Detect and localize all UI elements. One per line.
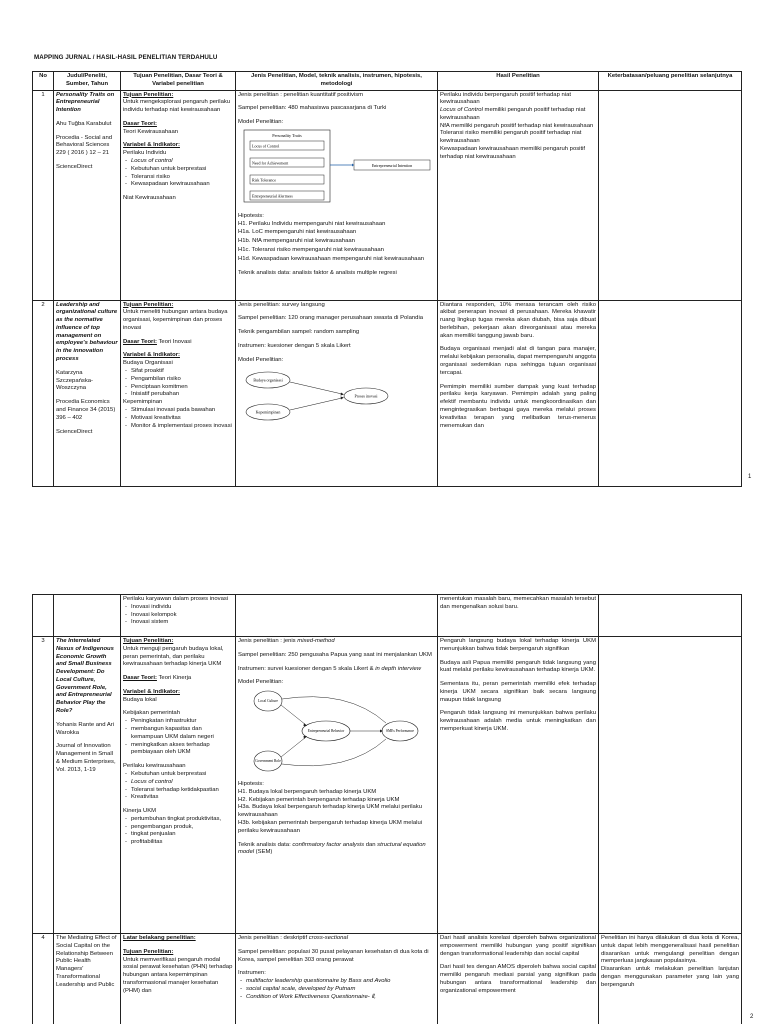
judul-cell bbox=[54, 595, 121, 637]
mapping-table-page-2 bbox=[32, 594, 742, 1024]
label-tujuan: Tujuan Penelitian: bbox=[123, 91, 174, 98]
variable-heading: Perilaku kewirausahaan bbox=[123, 763, 186, 770]
teknik-text bbox=[238, 842, 435, 858]
page-number: 2 bbox=[750, 1014, 754, 1020]
header-tujuan: Tujuan Penelitian, Dasar Teori & Variabel penelitian bbox=[121, 72, 236, 91]
header-judul: Judul/Peneliti, Sumber, Tahun bbox=[54, 72, 121, 91]
judul-cell bbox=[54, 90, 121, 300]
paper-title: Personality Traits on Entrepreneurial Intention bbox=[56, 91, 115, 114]
hipotesis-item: H1. Budaya lokal berpengaruh terhadap kinerja UKM bbox=[238, 788, 377, 795]
jenis-emph: mixed-method bbox=[297, 638, 335, 644]
model-node: Entrepreneurial Alertness bbox=[252, 193, 293, 199]
hasil-text: Dari hasil analisis korelasi diperoleh bahwa organizational empowerment memiliki hubungan yang positif signifikan dengan transformational leadership dan social capital bbox=[440, 935, 596, 957]
page-number: 1 bbox=[748, 474, 752, 480]
header-keterbatasan: Keterbatasan/peluang penelitian selanjutnya bbox=[599, 72, 742, 91]
variable-heading: Kepemimpinan bbox=[123, 399, 163, 406]
list-item: - Sifat proaktif bbox=[123, 368, 233, 376]
paper-title: The Mediating Effect of Social Capital on the Relationship Between Public Health Managers' Transformational Leadership and Public bbox=[56, 935, 117, 988]
variable-heading: Niat Kewirausahaan bbox=[123, 195, 176, 202]
hasil-text: Budaya asli Papua memiliki pengaruh tidak langsung yang kuat melalui perilaku kewirausahaan terhadap kinerja UKM. bbox=[440, 659, 596, 674]
tujuan-cell bbox=[121, 934, 236, 1024]
instrumen-text: Instrumen: kuesioner dengan 5 skala Likert bbox=[238, 342, 351, 349]
hasil-text: Diantara responden, 10% merasa terancam oleh risiko akibat penerapan inovasi di perusahaan. Mereka khawatir ruang lingkup tugas mereka akan diubah, bisa saja dibuat berlebihan, pekerjaan akan direorganisasi atau mereka akan memiliki tanggung jawab baru. bbox=[440, 301, 596, 339]
variable-heading: Budaya lokal bbox=[123, 696, 157, 703]
list-item: - Kewaspadaan kewirausahaan bbox=[123, 181, 233, 189]
model-node: Need for Achievement bbox=[252, 160, 289, 166]
judul-cell bbox=[54, 934, 121, 1024]
hasil-text: Pemimpin memiliki sumber dampak yang kuat terhadap perilaku kerja karyawan. Pemimpin adalah yang paling efektif membantu individu untuk mengkoordinasikan dan mengintegrasikan berbagai gaya mereka melalui proses kreativitas terapan yang melibatkan terus-menerus menemukan dan bbox=[440, 383, 596, 429]
row-number: 2 bbox=[33, 300, 54, 486]
jenis-cell bbox=[236, 90, 438, 300]
hasil-text: NfA memiliki pengaruh positif terhadap niat kewirausahaan bbox=[440, 122, 594, 129]
list-item: - Monitor & implementasi proses inovasi bbox=[123, 423, 233, 431]
model-node: Proses inovasi bbox=[354, 393, 378, 399]
variable-heading: Kinerja UKM bbox=[123, 808, 157, 815]
label-tujuan: Tujuan Penelitian: bbox=[123, 948, 174, 955]
keterbatasan-text: Penelitian ini hanya dilakukan di dua kota di Korea, untuk dapat lebih menggeneralisasi hasil penelitian disarankan untuk mengulangi penelitian dengan memperluas jangkauan populasinya. bbox=[601, 935, 739, 965]
teknik-sampel-text: Teknik pengambilan sampel: random sampling bbox=[238, 329, 360, 336]
sampel-text: Sampel penelitian: populasi 30 pusat pelayanan kesehatan di dua kota di Korea, sampel penelitian 303 orang perawat bbox=[238, 948, 429, 963]
list-item: - social capital scale, developed by Putnam bbox=[238, 986, 435, 994]
model-diagram bbox=[238, 366, 435, 424]
hipotesis-item: H1b. NfA mempengaruhi niat kewirausahaan bbox=[238, 238, 355, 245]
variable-heading: Kebijakan pemerintah bbox=[123, 710, 180, 717]
list-item: - Pengambilan risiko bbox=[123, 376, 233, 384]
model-node: Entrepreneurial Behavior bbox=[307, 729, 345, 734]
table-header-row bbox=[33, 72, 742, 91]
model-diagram bbox=[238, 129, 435, 205]
hasil-text: menentukan masalah baru, memecahkan masalah tersebut dan mengenalkan solusi baru. bbox=[440, 596, 596, 610]
sampel-text: Sampel penelitian: 250 pengusaha Papua yang saat ini menjalankan UKM bbox=[238, 651, 432, 658]
list-item: - Inovasi kelompok bbox=[123, 612, 233, 620]
list-item: - pertumbuhan tingkat produktivitas, bbox=[123, 816, 233, 824]
list-item: - meningkatkan akses terhadap pembiayaan oleh UKM bbox=[123, 742, 233, 758]
paper-title: The Interrelated Nexus of Indigenous Economic Growth and Small Business Development: Do Local Culture, Government Role, and Entrepreneurial Behavior Play the Role? bbox=[56, 638, 114, 715]
keterbatasan-cell bbox=[599, 934, 742, 1024]
row-number: 1 bbox=[33, 90, 54, 300]
tujuan-cell bbox=[121, 637, 236, 934]
list-item: - Inisiatif perubahan bbox=[123, 391, 233, 399]
hasil-text: Perilaku individu berpengaruh positif terhadap niat kewirausahaan bbox=[440, 91, 571, 106]
jenis-emph: cross-sectional bbox=[308, 935, 349, 941]
row-number bbox=[33, 595, 54, 637]
hipotesis-item: H1d. Kewaspadaan kewirausahaan mempengaruhi niat kewirausahaan bbox=[238, 255, 425, 262]
keterbatasan-cell bbox=[599, 595, 742, 637]
list-item: - Toleransi risiko bbox=[123, 174, 233, 182]
list-item: - Kreativitas bbox=[123, 794, 233, 802]
list-item: - membangun kapasitas dan kemampuan UKM dalam negeri bbox=[123, 726, 233, 742]
hasil-text: Pengaruh langsung budaya lokal terhadap kinerja UKM menunjukkan bahwa tidak berpengaruh signifikan bbox=[440, 638, 596, 652]
hipotesis-item: H3a. Budaya lokal berpengaruh terhadap kinerja UKM melalui perilaku kewirausahaan bbox=[238, 804, 423, 819]
table-row bbox=[33, 934, 742, 1024]
list-item: - Toleransi terhadap ketidakpastian bbox=[123, 787, 233, 795]
table-row bbox=[33, 595, 742, 637]
model-node: Local Culture bbox=[258, 699, 278, 704]
tujuan-text: Untuk meneliti hubungan antara budaya organisasi, kepemimpinan dan proses inovasi bbox=[123, 309, 228, 331]
model-node: Kepemimpinan bbox=[255, 409, 281, 415]
judul-cell bbox=[54, 637, 121, 934]
judul-cell bbox=[54, 300, 121, 486]
hasil-emph: Locus of Control bbox=[440, 107, 483, 114]
model-label: Model Penelitian: bbox=[238, 679, 284, 686]
list-item: - pengembangan produk, bbox=[123, 824, 233, 832]
tujuan-cell bbox=[121, 595, 236, 637]
variable-heading: Budaya Organisasi bbox=[123, 360, 173, 367]
hipotesis-item: H1c. Toleransi risiko mempengaruhi niat kewirausahaan bbox=[238, 247, 384, 254]
hipotesis-item: H2. Kebijakan pemerintah berpengaruh terhadap kinerja UKM bbox=[238, 796, 400, 803]
list-item: - Locus of control bbox=[123, 158, 233, 166]
jenis-cell bbox=[236, 300, 438, 486]
dasar-text: Teori Kinerja bbox=[158, 675, 192, 682]
tujuan-cell bbox=[121, 90, 236, 300]
list-item: - Condition of Work Effectiveness Questionnaire- Ⅱ, bbox=[238, 994, 435, 1002]
hasil-cell bbox=[438, 300, 599, 486]
list-item: - Kebutuhan untuk berprestasi bbox=[123, 166, 233, 174]
label-dasar: Dasar Teori: bbox=[123, 675, 157, 682]
hasil-text: Kewaspadaan kewirausahaan memiliki pengaruh positif terhadap niat kewirausahaan bbox=[440, 146, 586, 160]
teknik-emph: structural equation model bbox=[238, 841, 426, 856]
teknik-text: Teknik analisis data: analisis faktor & analisis multiple regresi bbox=[238, 269, 397, 276]
list-item: - multifactor leadership questionnaire by Bass and Avolio bbox=[238, 978, 435, 986]
jenis-text: Jenis penelitian : jenis bbox=[238, 638, 298, 644]
tujuan-cell bbox=[121, 300, 236, 486]
model-label: Model Penelitian: bbox=[238, 356, 284, 363]
header-no: No bbox=[33, 72, 54, 91]
model-node: Budaya organisasi bbox=[253, 377, 283, 383]
hasil-cell bbox=[438, 90, 599, 300]
jenis-cell bbox=[236, 637, 438, 934]
hasil-cell bbox=[438, 934, 599, 1024]
paper-author: Katarzyna Szczepańska-Woszczyna bbox=[56, 369, 93, 392]
label-dasar: Dasar Teori: bbox=[123, 120, 157, 127]
list-item: - Penciptaan komitmen bbox=[123, 384, 233, 392]
model-node: Locus of Control bbox=[252, 143, 280, 149]
list-item: - tingkat penjualan bbox=[123, 831, 233, 839]
tujuan-text: Untuk menguji pengaruh budaya lokal, peran pemerintah, dan perilaku kewirausahaan terhadap kinerja UKM bbox=[123, 645, 224, 668]
dasar-text: Teori Inovasi bbox=[158, 338, 192, 345]
model-node: Entrepreneurial Intention bbox=[371, 162, 413, 168]
instrumen-emph: in depth interview bbox=[375, 665, 422, 672]
keterbatasan-cell bbox=[599, 90, 742, 300]
row-number: 3 bbox=[33, 637, 54, 934]
jenis-text: Jenis penelitian : penelitian kuantitatif positivism bbox=[238, 91, 364, 98]
hipotesis-label: Hipotesis: bbox=[238, 212, 264, 219]
paper-database: ScienceDirect bbox=[56, 428, 93, 435]
dasar-text: Teori Kewirausahaan bbox=[123, 128, 179, 135]
teknik-part: dan bbox=[364, 841, 378, 848]
label-tujuan: Tujuan Penelitian: bbox=[123, 301, 174, 308]
model-node: Risk Tolerance bbox=[252, 177, 276, 183]
variable-heading: Perilaku karyawan dalam proses inovasi bbox=[123, 596, 229, 602]
list-item: - Inovasi individu bbox=[123, 604, 233, 612]
list-item: - Locus of control bbox=[123, 779, 233, 787]
paper-author: Ahu Tuğba Karabulut bbox=[56, 120, 112, 127]
paper-source: Procedia Economics and Finance 34 (2015) 396 – 402 bbox=[56, 399, 116, 421]
header-jenis: Jenis Penelitian, Model, teknik analisis, instrumen, hipotesis, metodologi bbox=[236, 72, 438, 91]
paper-title: Leadership and organizational culture as the normative influence of top management on employee's behaviour in the innovation process bbox=[56, 301, 118, 363]
jenis-cell bbox=[236, 595, 438, 637]
table-row bbox=[33, 90, 742, 300]
table-row bbox=[33, 637, 742, 934]
variable-heading: Perilaku Individu bbox=[123, 150, 167, 157]
label-tujuan: Tujuan Penelitian: bbox=[123, 638, 174, 644]
model-node: SMEs Performance bbox=[385, 729, 415, 734]
jenis-text: Jenis penelitian: survey langsung bbox=[238, 301, 325, 308]
teknik-emph: confirmatory factor analysis bbox=[292, 841, 365, 848]
table-row bbox=[33, 300, 742, 486]
hipotesis-item: H3b. kebijakan pemerintah berpengaruh terhadap kinerja UKM melalui perilaku kewirausahaan bbox=[238, 820, 423, 834]
instrumen-label: Instrumen: bbox=[238, 970, 266, 977]
paper-source: Journal of Innovation Management in Small & Medium Enterprises, Vol. 2013, 1-19 bbox=[56, 743, 116, 773]
hipotesis-label: Hipotesis: bbox=[238, 781, 264, 788]
teknik-part: (SEM) bbox=[254, 849, 273, 856]
sampel-text: Sampel penelitian: 120 orang manager perusahaan swasta di Polandia bbox=[238, 315, 424, 322]
paper-source: Procedia - Social and Behavioral Sciences 229 ( 2016 ) 12 – 21 bbox=[56, 134, 112, 157]
list-item: - Kebutuhan untuk berprestasi bbox=[123, 771, 233, 779]
document-title: MAPPING JURNAL / HASIL-HASIL PENELITIAN TERDAHULU bbox=[34, 54, 218, 61]
paper-database: ScienceDirect bbox=[56, 164, 93, 171]
model-node: Government Role bbox=[255, 759, 281, 764]
label-variabel: Variabel & Indikator: bbox=[123, 352, 180, 359]
hasil-text: Dari hasil tes dengan AMOS diperoleh bahwa social capital memiliki pengaruh mediasi parsial yang signifikan pada hubungan antara transformational leadership dan organizational empowerment bbox=[440, 964, 596, 994]
hasil-text bbox=[440, 107, 596, 123]
hasil-text: Budaya organisasi menjadi alat di tangan para manajer, melalui kebijakan personalia, dapat mempengaruhi anggota organisasi sedemikian rupa sehingga tujuan organisasi tercapai. bbox=[440, 346, 596, 376]
hasil-text: Pengaruh tidak langsung ini menunjukkan bahwa perilaku kewirausahaan adalah media untuk meningkatkan dan memperkuat kinerja UKM. bbox=[440, 710, 596, 733]
label-dasar: Dasar Teori: bbox=[123, 338, 157, 345]
hasil-cell bbox=[438, 595, 599, 637]
hasil-cell bbox=[438, 637, 599, 934]
header-hasil: Hasil Penelitian bbox=[438, 72, 599, 91]
list-item: - Inovasi sistem bbox=[123, 619, 233, 627]
teknik-part: Teknik analisis data: bbox=[238, 841, 293, 848]
sampel-text: Sampel penelitian: 480 mahasiswa pascasarjana di Turki bbox=[238, 105, 387, 112]
model-node: Personality Traits bbox=[272, 132, 302, 138]
mapping-table-page-1 bbox=[32, 71, 742, 487]
model-label: Model Penelitian: bbox=[238, 119, 284, 126]
list-item: - Motivasi kreativitas bbox=[123, 415, 233, 423]
hasil-text: Sementara itu, peran pemerintah memiliki efek terhadap kinerja UKM secara signifikan baik secara langsung maupun tidak langsung bbox=[440, 681, 596, 703]
list-item: - Stimulasi inovasi pada bawahan bbox=[123, 407, 233, 415]
model-diagram bbox=[238, 689, 435, 773]
label-latar: Latar belakang penelitian: bbox=[123, 935, 196, 941]
keterbatasan-text: Disarankan untuk melakukan penelitian lanjutan dengan menggunakan parameter yang lain yang berpengaruh bbox=[601, 966, 739, 988]
instrumen-text: Instrumen: survei kuesioner dengan 5 skala Likert & bbox=[238, 665, 376, 672]
jenis-text: Jenis penelitian : deskriptif bbox=[238, 935, 309, 941]
list-item: - profitabilitas bbox=[123, 839, 233, 847]
keterbatasan-cell bbox=[599, 300, 742, 486]
hasil-rest: memiliki pengaruh positif terhadap niat kewirausahaan bbox=[440, 107, 586, 121]
keterbatasan-cell bbox=[599, 637, 742, 934]
row-number: 4 bbox=[33, 934, 54, 1024]
jenis-cell bbox=[236, 934, 438, 1024]
hipotesis-item: H1a. LoC mempengaruhi niat kewirausahaan bbox=[238, 229, 357, 236]
paper-author: Yohanis Rante and Ari Warokka bbox=[56, 721, 115, 736]
hasil-text: Toleransi risiko memiliki pengaruh positif terhadap niat kewirausahaan bbox=[440, 130, 582, 145]
hipotesis-item: H1. Perilaku Individu mempengaruhi niat kewirausahaan bbox=[238, 220, 386, 227]
tujuan-text: Untuk mengeksplorasi pengaruh perilaku individu terhadap niat kewirausahaan bbox=[123, 99, 231, 114]
label-variabel: Variabel & Indikator: bbox=[123, 688, 180, 695]
label-variabel: Variabel & Indikator: bbox=[123, 142, 180, 149]
list-item: - Peningkatan infrastruktur bbox=[123, 718, 233, 726]
tujuan-text: Untuk memverifikasi pengaruh modal sosial perawat kesehatan (PHN) terhadap hubungan antara kepemimpinan transformasional manajer kesehatan (PHM) dan bbox=[123, 956, 233, 994]
